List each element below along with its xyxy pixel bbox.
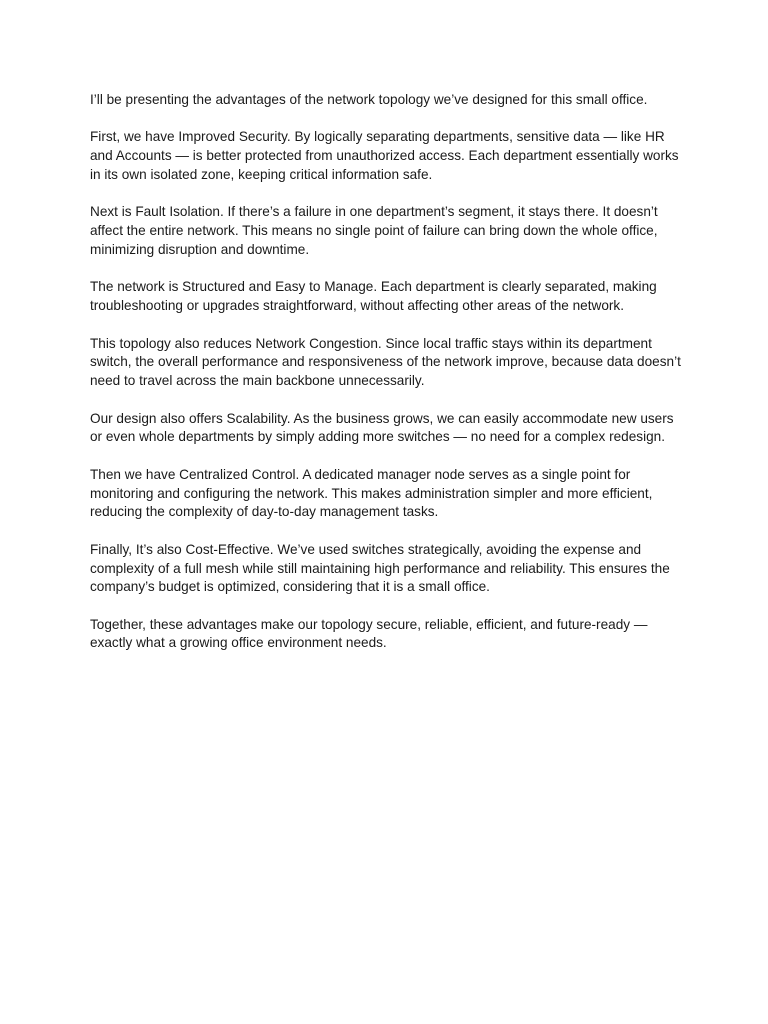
paragraph-improved-security: First, we have Improved Security. By logically separating departments, sensitive data — like HR and Accounts — is better protected from unauthorized access. Each department essentially works in its own isolated zone, keeping critical information safe. bbox=[90, 129, 679, 182]
paragraph-fault-isolation: Next is Fault Isolation. If there’s a failure in one department’s segment, it stays there. It doesn’t affect the entire network. This means no single point of failure can bring down the whole office, minimizing disruption and downtime. bbox=[90, 204, 658, 257]
paragraph-intro: I’ll be presenting the advantages of the network topology we’ve designed for this small office. bbox=[90, 92, 648, 107]
paragraph-structured-easy-to-manage: The network is Structured and Easy to Manage. Each department is clearly separated, making troubleshooting or upgrades straightforward, without affecting other areas of the network. bbox=[90, 279, 657, 314]
paragraph-scalability: Our design also offers Scalability. As the business grows, we can easily accommodate new users or even whole departments by simply adding more switches — no need for a complex redesign. bbox=[90, 410, 674, 445]
paragraph-network-congestion: This topology also reduces Network Congestion. Since local traffic stays within its department switch, the overall performance and responsiveness of the network improve, because data doesn’t need to travel across the main backbone unnecessarily. bbox=[90, 335, 681, 389]
paragraph-conclusion: Together, these advantages make our topology secure, reliable, efficient, and future-ready — exactly what a growing office environment needs. bbox=[90, 616, 648, 651]
document-body bbox=[90, 91, 682, 672]
paragraph-centralized-control: Then we have Centralized Control. A dedicated manager node serves as a single point for monitoring and configuring the network. This makes administration simpler and more efficient, reducing the complexity of day-to-day management tasks. bbox=[90, 466, 653, 520]
paragraph-cost-effective: Finally, It’s also Cost-Effective. We’ve used switches strategically, avoiding the expense and complexity of a full mesh while still maintaining high performance and reliability. This ensures the company’s budget is optimized, considering that it is a small office. bbox=[90, 541, 670, 595]
